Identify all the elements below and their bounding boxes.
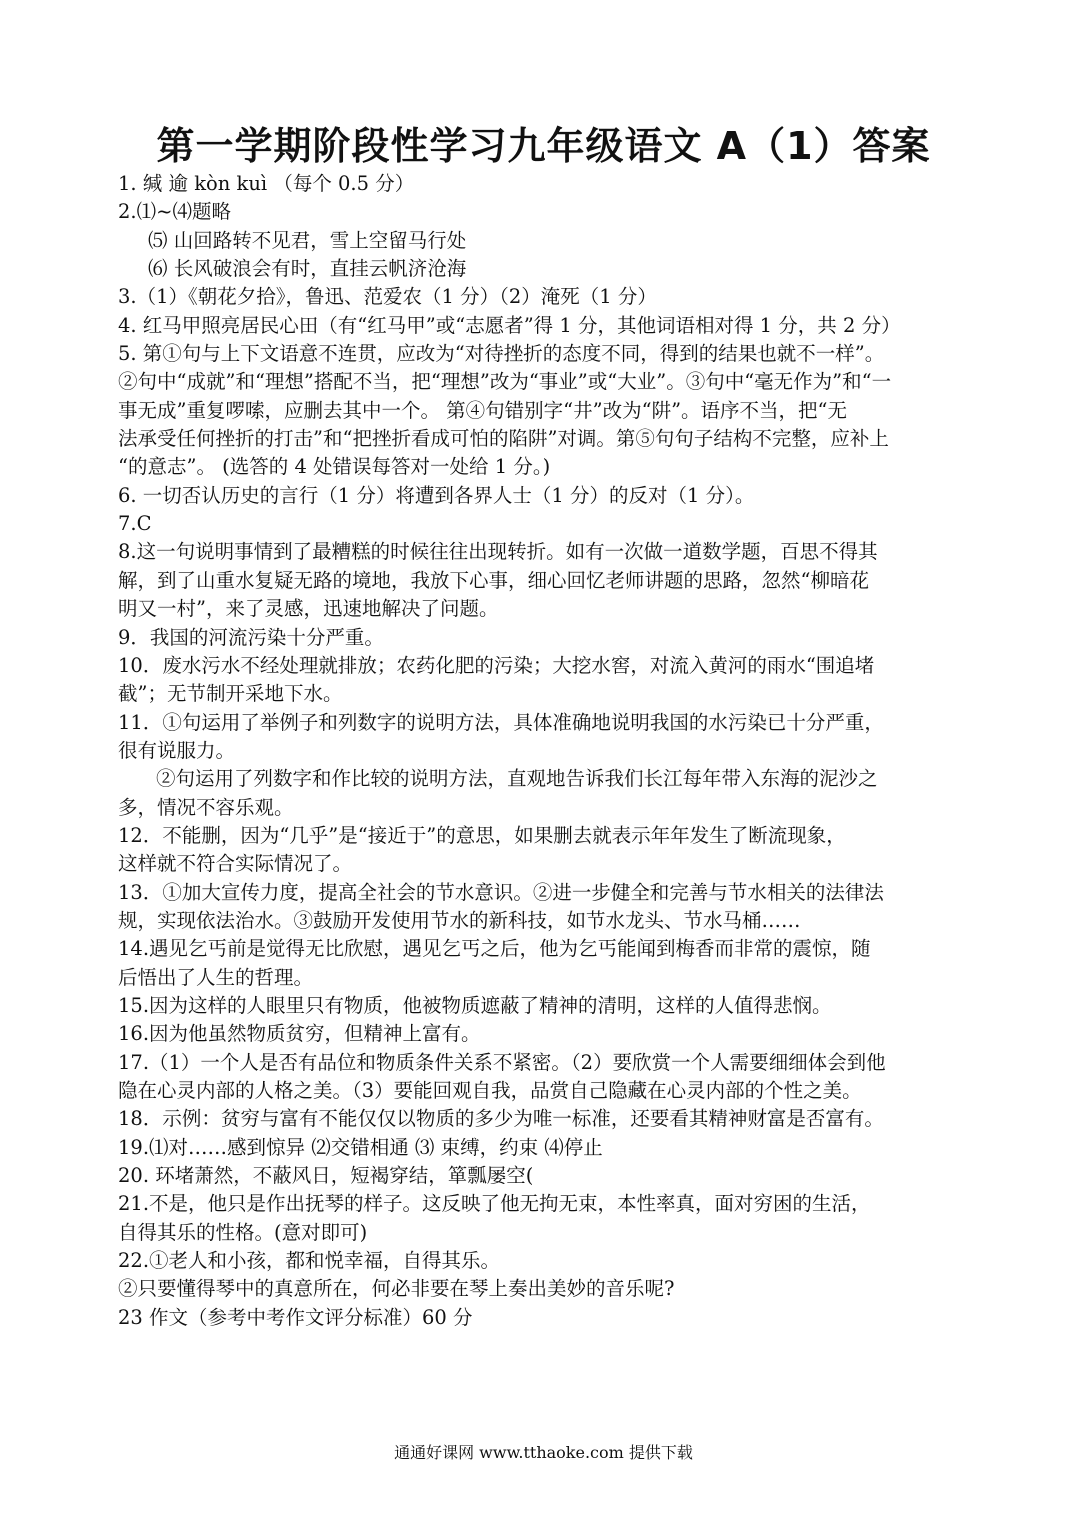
- answer-line-7: 7.C: [118, 512, 152, 536]
- answer-line-19: 19.⑴对……感到惊异 ⑵交错相通 ⑶ 束缚，约束 ⑷停止: [118, 1135, 603, 1159]
- answer-line-2-5: ⑸ 山回路转不见君，雪上空留马行处: [148, 228, 467, 252]
- answer-line-6: 6. 一切否认历史的言行（1 分）将遭到各界人士（1 分）的反对（1 分）。: [118, 483, 755, 507]
- answer-line-14a: 14.遇见乞丐前是觉得无比欣慰，遇见乞丐之后，他为乞丐能闻到梅香而非常的震惊，随: [118, 937, 871, 961]
- answer-line-21a: 21.不是，他只是作出抚琴的样子。这反映了他无拘无束，本性率真，面对穷困的生活，: [118, 1192, 871, 1216]
- answer-line-11b: 很有说服力。: [118, 738, 236, 762]
- answer-line-5c: 事无成”重复啰嗦，应删去其中一个。 第④句错别字“井”改为“阱”。语序不当，把“无: [118, 398, 848, 422]
- answer-line-11a: 11．①句运用了举例子和列数字的说明方法，具体准确地说明我国的水污染已十分严重，: [118, 710, 884, 734]
- answer-line-5e: “的意志”。 (选答的 4 处错误每答对一处给 1 分。): [118, 455, 551, 479]
- answer-line-10b: 截”；无节制开采地下水。: [118, 682, 343, 706]
- answer-line-2: 2.⑴~⑷题略: [118, 200, 231, 224]
- answer-line-17a: 17.（1）一个人是否有品位和物质条件关系不紧密。（2）要欣赏一个人需要细细体会到他: [118, 1050, 886, 1074]
- answer-line-5d: 法承受任何挫折的打击”和“把挫折看成可怕的陷阱”对调。第⑤句句子结构不完整，应补上: [118, 427, 889, 451]
- answer-line-8c: 明又一村”，来了灵感，迅速地解决了问题。: [118, 597, 499, 621]
- answer-line-5a: 5. 第①句与上下文语意不连贯，应改为“对待挫折的态度不同，得到的结果也就不一样”。: [118, 342, 885, 366]
- answer-line-21b: 自得其乐的性格。(意对即可): [118, 1220, 368, 1244]
- answer-line-22a: 22.①老人和小孩，都和悦幸福，自得其乐。: [118, 1249, 501, 1273]
- answer-line-18: 18．示例：贫穷与富有不能仅仅以物质的多少为唯一标准，还要看其精神财富是否富有。: [118, 1107, 884, 1131]
- answer-line-8a: 8.这一句说明事情到了最糟糕的时候往往出现转折。如有一次做一道数学题，百思不得其: [118, 540, 878, 564]
- answer-line-13a: 13．①加大宣传力度，提高全社会的节水意识。②进一步健全和完善与节水相关的法律法: [118, 880, 884, 904]
- answer-line-16: 16.因为他虽然物质贫穷，但精神上富有。: [118, 1022, 481, 1046]
- answer-line-15: 15.因为这样的人眼里只有物质，他被物质遮蔽了精神的清明，这样的人值得悲悯。: [118, 993, 832, 1017]
- answer-line-8b: 解，到了山重水复疑无路的境地，我放下心事，细心回忆老师讲题的思路，忽然“柳暗花: [118, 568, 869, 592]
- answer-line-13b: 规，实现依法治水。③鼓励开发使用节水的新科技，如节水龙头、节水马桶……: [118, 908, 801, 932]
- answer-text-block: [118, 170, 978, 1332]
- answer-line-5b: ②句中“成就”和“理想”搭配不当，把“理想”改为“事业”或“大业”。③句中“毫无作为”和“一: [118, 370, 892, 394]
- answer-line-22b: ②只要懂得琴中的真意所在，何必非要在琴上奏出美妙的音乐呢?: [118, 1277, 675, 1301]
- answer-line-11c: ②句运用了列数字和作比较的说明方法，直观地告诉我们长江每年带入东海的泥沙之: [156, 767, 878, 791]
- page-footer: 通通好课网 www.tthaoke.com 提供下载: [394, 1443, 693, 1462]
- answer-line-2-6: ⑹ 长风破浪会有时，直挂云帆济沧海: [148, 257, 467, 281]
- answer-line-3: 3.（1）《朝花夕拾》，鲁迅、范爱农（1 分）（2）淹死（1 分）: [118, 285, 657, 309]
- page-title: 第一学期阶段性学习九年级语文 A（1）答案: [156, 124, 931, 168]
- answer-line-23: 23 作文（参考中考作文评分标准）60 分: [118, 1305, 473, 1329]
- answer-line-10a: 10．废水污水不经处理就排放；农药化肥的污染；大挖水窖，对流入黄河的雨水“围追堵: [118, 653, 875, 677]
- answer-line-11d: 多，情况不容乐观。: [118, 795, 294, 819]
- answer-line-12a: 12．不能删，因为“几乎”是“接近于”的意思，如果删去就表示年年发生了断流现象，: [118, 823, 846, 847]
- answer-line-1: 1. 缄 逾 kòn kuì （每个 0.5 分）: [118, 172, 415, 195]
- answer-line-17b: 隐在心灵内部的人格之美。（3）要能回观自我，品赏自己隐藏在心灵内部的个性之美。: [118, 1079, 862, 1102]
- answer-line-12b: 这样就不符合实际情况了。: [118, 852, 353, 876]
- answer-line-4: 4. 红马甲照亮居民心田（有“红马甲”或“志愿者”得 1 分，其他词语相对得 1 分，共 2 分）: [118, 313, 901, 337]
- answer-line-9: 9．我国的河流污染十分严重。: [118, 625, 384, 649]
- answer-line-14b: 后悟出了人生的哲理。: [118, 965, 314, 989]
- answer-line-20: 20. 环堵萧然，不蔽风日，短褐穿结，箪瓢屡空(: [118, 1164, 534, 1188]
